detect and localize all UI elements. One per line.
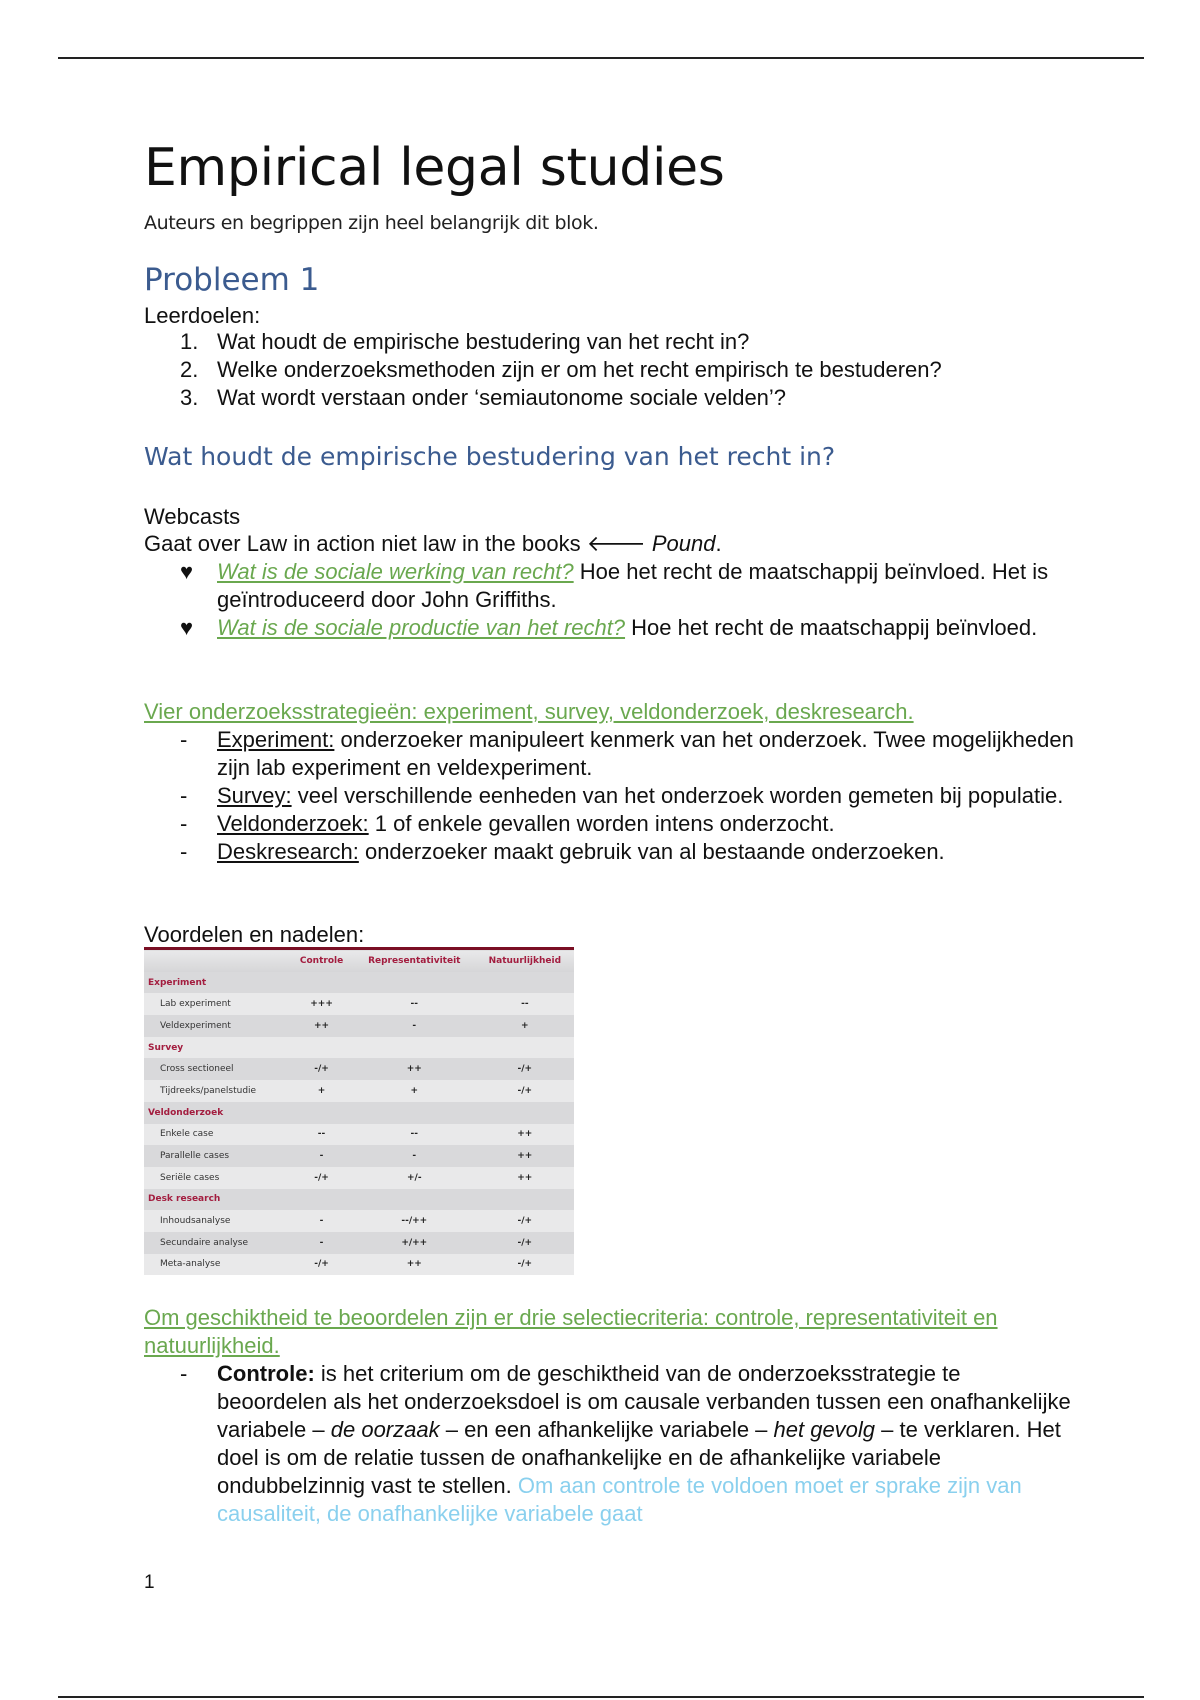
table-cell: - — [290, 1145, 353, 1167]
table-cell: +/++ — [353, 1232, 476, 1254]
heart-icon: ♥ — [180, 615, 194, 640]
table-cell — [353, 1102, 476, 1124]
table-cell: ++ — [353, 1058, 476, 1080]
table-cell: +++ — [290, 993, 353, 1015]
table-cell — [290, 1102, 353, 1124]
table-cell: -- — [476, 993, 574, 1015]
table-cell: -- — [290, 1124, 353, 1146]
table-cell: Enkele case — [144, 1124, 290, 1146]
table-cell — [353, 1037, 476, 1059]
goals-list — [144, 328, 1074, 412]
table-cell: -/+ — [290, 1254, 353, 1276]
table-row — [144, 1015, 574, 1037]
table-cell: Cross sectioneel — [144, 1058, 290, 1080]
table-cell: -- — [353, 1124, 476, 1146]
table-row — [144, 1058, 574, 1080]
table-cell: Veldonderzoek — [144, 1102, 290, 1124]
table-header-cell: Natuurlijkheid — [476, 949, 574, 972]
document-title: Empirical legal studies — [144, 138, 725, 198]
criteria-heading: Om geschiktheid te beoordelen zijn er drie selectiecriteria: controle, representativiteit en natuurlijkheid. — [144, 1305, 998, 1358]
table-row — [144, 1124, 574, 1146]
table-cell — [353, 972, 476, 994]
list-item: - Survey: veel verschillende eenheden van het onderzoek worden gemeten bij populatie. — [180, 783, 1064, 808]
table-row — [144, 1037, 574, 1059]
table-cell: - — [290, 1210, 353, 1232]
list-item: - Deskresearch: onderzoeker maakt gebruik van al bestaande onderzoeken. — [180, 839, 945, 864]
arrow-left-icon: 🡐 — [586, 531, 646, 556]
list-item: ♥ Wat is de sociale werking van recht? Hoe het recht de maatschappij beïnvloed. Het is geïntroduceerd door John Griffiths. — [180, 559, 1049, 612]
table-cell — [476, 1037, 574, 1059]
webcasts-label: Webcasts — [144, 504, 241, 529]
document-subtitle: Auteurs en begrippen zijn heel belangrijk dit blok. — [144, 212, 599, 234]
strategies-list — [144, 726, 1074, 866]
table-cell: Seriële cases — [144, 1167, 290, 1189]
goal-item: 1. Wat houdt de empirische bestudering van het recht in? — [180, 329, 750, 354]
table-row — [144, 1102, 574, 1124]
table-cell: Tijdreeks/panelstudie — [144, 1080, 290, 1102]
table-cell: Survey — [144, 1037, 290, 1059]
goal-item: 3. Wat wordt verstaan onder ‘semiautonome sociale velden’? — [180, 385, 787, 410]
table-row — [144, 993, 574, 1015]
table-header-row — [144, 949, 574, 972]
table-cell: ++ — [476, 1124, 574, 1146]
table-row — [144, 1232, 574, 1254]
table-cell — [353, 1189, 476, 1211]
table-row — [144, 1254, 574, 1276]
table-cell — [290, 1037, 353, 1059]
strategies-heading: Vier onderzoeksstrategieën: experiment, survey, veldonderzoek, deskresearch. — [144, 699, 914, 724]
table-cell: ++ — [476, 1145, 574, 1167]
footer-rule — [58, 1696, 1144, 1698]
table-header-cell: Controle — [290, 949, 353, 972]
table-cell: Parallelle cases — [144, 1145, 290, 1167]
table-cell — [476, 1189, 574, 1211]
table-cell — [290, 972, 353, 994]
table-cell: Experiment — [144, 972, 290, 994]
table-cell — [476, 1102, 574, 1124]
table-row — [144, 1145, 574, 1167]
table-cell — [476, 972, 574, 994]
table-cell: Inhoudsanalyse — [144, 1210, 290, 1232]
list-item: ♥ Wat is de sociale productie van het recht? Hoe het recht de maatschappij beïnvloed. — [180, 615, 1038, 640]
hearts-list — [144, 558, 1074, 642]
table-row — [144, 1210, 574, 1232]
table-row — [144, 972, 574, 994]
table-header-cell: Representativiteit — [353, 949, 476, 972]
table-row — [144, 1080, 574, 1102]
section-heading-probleem-1: Probleem 1 — [144, 262, 320, 298]
table-cell: - — [290, 1232, 353, 1254]
goal-item: 2. Welke onderzoeksmethoden zijn er om het recht empirisch te bestuderen? — [180, 357, 942, 382]
link-sociale-productie[interactable]: Wat is de sociale productie van het recht? — [217, 615, 626, 640]
table-cell: -/+ — [476, 1254, 574, 1276]
table-cell: -/+ — [476, 1080, 574, 1102]
table-cell: Desk research — [144, 1189, 290, 1211]
table-cell: + — [353, 1080, 476, 1102]
table-cell: +/- — [353, 1167, 476, 1189]
table-cell: ++ — [290, 1015, 353, 1037]
table-row — [144, 1189, 574, 1211]
list-item: - Controle: is het criterium om de geschiktheid van de onderzoeksstrategie te beoordelen als het onderzoeksdoel is om causale verbanden tussen een onafhankelijke variabele – de oorzaak – en een afhankelijke variabele – het gevolg – te verklaren. Het doel is om de relatie tussen de onafhankelijke en de afhankelijke variabele ondubbelzinnig vast te stellen. Om aan controle te voldoen moet er sprake zijn van causaliteit, de onafhankelijke variabele gaat — [180, 1361, 1071, 1526]
header-rule — [58, 57, 1144, 59]
table-cell: -/+ — [476, 1210, 574, 1232]
table-cell: -- — [353, 993, 476, 1015]
table-cell: -/+ — [290, 1058, 353, 1080]
table-cell: Meta-analyse — [144, 1254, 290, 1276]
pros-cons-label: Voordelen en nadelen: — [144, 922, 365, 947]
table-cell: ++ — [353, 1254, 476, 1276]
list-item: - Veldonderzoek: 1 of enkele gevallen worden intens onderzocht. — [180, 811, 835, 836]
list-item: - Experiment: onderzoeker manipuleert kenmerk van het onderzoek. Twee mogelijkheden zijn lab experiment en veldexperiment. — [180, 727, 1074, 780]
table-cell: -/+ — [476, 1058, 574, 1080]
table-cell: + — [290, 1080, 353, 1102]
criteria-list — [144, 1360, 1074, 1528]
table-cell: ++ — [476, 1167, 574, 1189]
table-cell: - — [353, 1015, 476, 1037]
leerdoelen-label: Leerdoelen: — [144, 303, 261, 328]
table-cell: Secundaire analyse — [144, 1232, 290, 1254]
table-cell: + — [476, 1015, 574, 1037]
table-cell — [290, 1189, 353, 1211]
link-sociale-werking[interactable]: Wat is de sociale werking van recht? — [217, 559, 574, 584]
table-cell: --/++ — [353, 1210, 476, 1232]
pros-cons-table — [144, 947, 574, 1275]
page-number: 1 — [144, 1572, 155, 1593]
table-cell: -/+ — [476, 1232, 574, 1254]
table-header-cell — [144, 949, 290, 972]
heart-icon: ♥ — [180, 559, 194, 584]
table-cell: Veldexperiment — [144, 1015, 290, 1037]
table-cell: Lab experiment — [144, 993, 290, 1015]
table-cell: - — [353, 1145, 476, 1167]
table-row — [144, 1167, 574, 1189]
table-cell: -/+ — [290, 1167, 353, 1189]
subsection-heading: Wat houdt de empirische bestudering van het recht in? — [144, 442, 836, 471]
intro-line: Gaat over Law in action niet law in the books 🡐 Pound. — [144, 531, 722, 556]
